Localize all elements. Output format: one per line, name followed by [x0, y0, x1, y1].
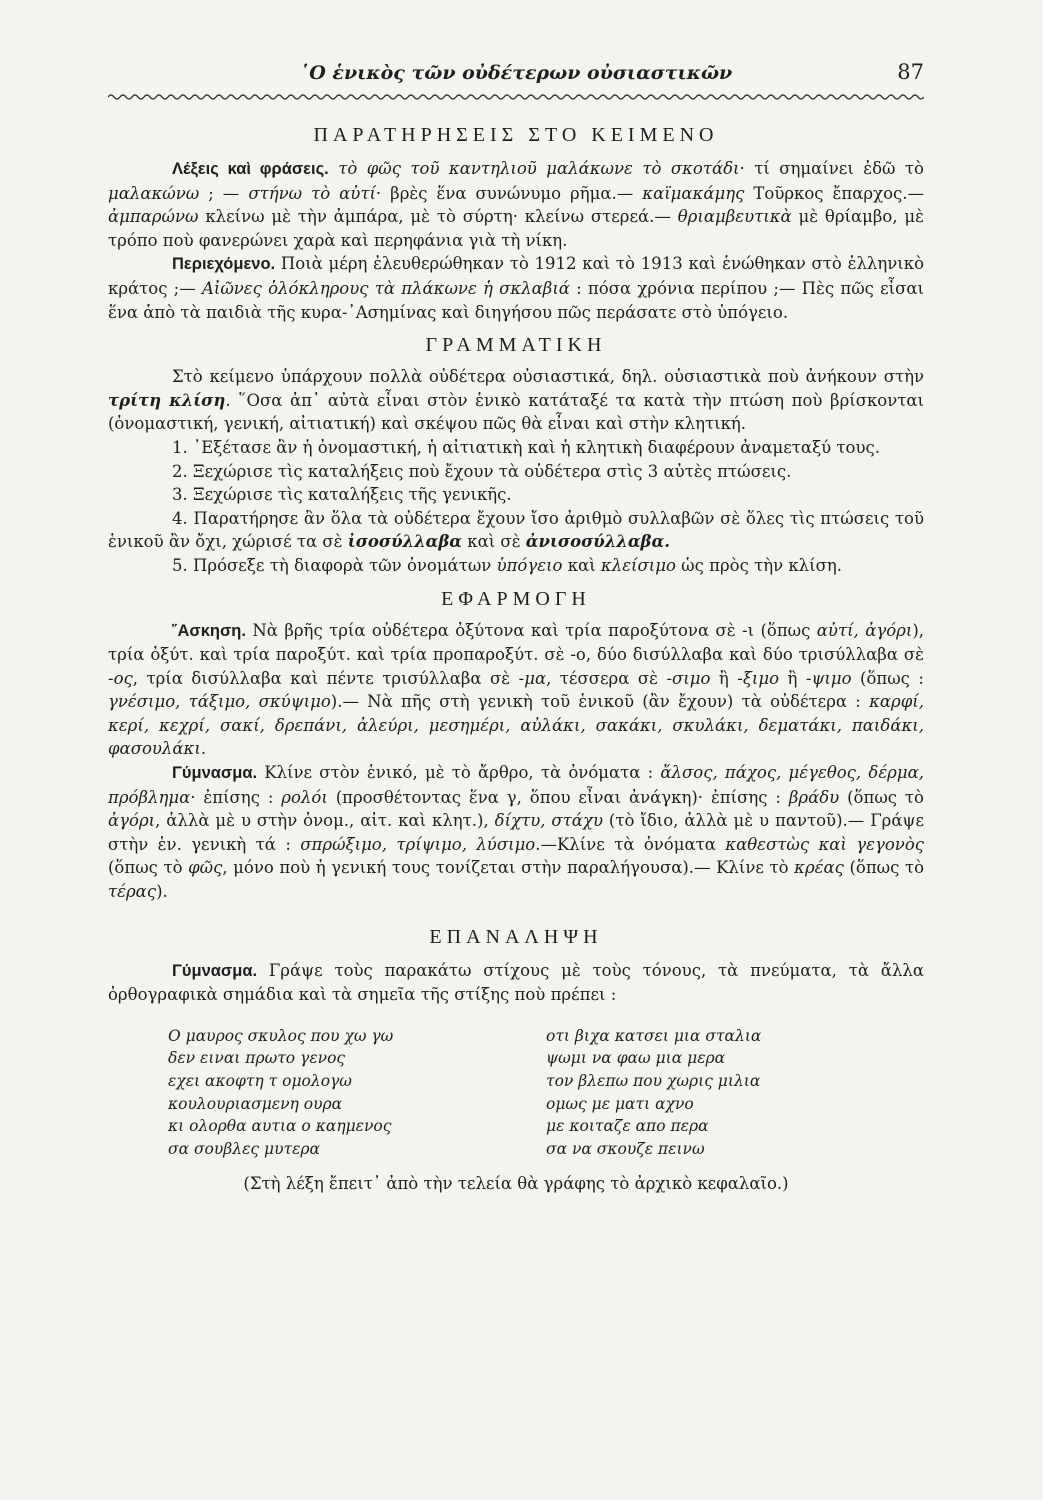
label-revision-drill: Γύμνασμα. [172, 961, 258, 980]
exercise-item [108, 460, 924, 484]
text-run: τρίτη κλίση [108, 390, 226, 410]
exercise-item [108, 554, 924, 578]
text-run: Αἰῶνες ὁλόκληρους τὰ πλάκωνε ἡ σκλαβιά [201, 278, 570, 298]
label-drill: Γύμνασμα. [172, 764, 258, 783]
text-run: θριαμβευτικὰ [677, 207, 792, 227]
text-run: : πόσα χρόνια περίπου ;— Πὲς πῶς εἶσαι ἕνα ἀπὸ τὰ παιδιὰ τῆς κυρα-᾿Ασημίνας καὶ διηγήσου πῶς περάσατε στὸ ὑπόγειο. [108, 278, 924, 322]
text-run: , μόνο ποὺ ἡ γενική τους τονίζεται στὴν παραλήγουσα).— Κλίνε τὸ [222, 858, 795, 878]
text-run: (ὅπως τὸ [843, 858, 925, 878]
paragraph-drill [108, 761, 924, 904]
poem-line: κουλουριασμενη ουρα [168, 1094, 343, 1113]
text-run: ὑπόγειο [496, 555, 563, 575]
exercise-body [108, 621, 924, 759]
label-content: Περιεχόμενο. [172, 255, 276, 274]
text-run: φῶς [188, 858, 223, 878]
revision-body: Γράψε τοὺς παρακάτω στίχους μὲ τοὺς τόνους, τὰ πνεύματα, τὰ ἄλλα ὀρθογραφικὰ σημάδια καὶ τὰ σημεῖα τῆς στίξης ποὺ πρέπει : [108, 960, 924, 1005]
text-run: καὶ [562, 555, 601, 575]
heading-revision: ΕΠΑΝΑΛΗΨΗ [429, 925, 603, 948]
text-run: (ὅπως : [851, 668, 924, 688]
poem-line: κι ολορθα αυτια ο καημενος [168, 1117, 392, 1136]
text-run: 2. Ξεχώρισε τὶς καταλήξεις ποὺ ἔχουν τὰ οὐδέτερα στὶς 3 αὐτὲς πτώσεις. [172, 461, 792, 481]
chapter-title: ῾Ο ἑνικὸς τῶν οὐδέτερων οὐσιαστικῶν [299, 62, 733, 84]
text-run: (ὅπως τὸ [108, 858, 189, 878]
text-run: -μα [518, 668, 547, 688]
poem-line: τον βλεπω που χωρις μιλια [546, 1072, 761, 1090]
text-run: -ξιμο [737, 668, 780, 688]
paragraph-revision [108, 959, 924, 1007]
poem-line: εχει ακοφτη τ ομολογω [168, 1072, 352, 1090]
text-run: ὡς πρὸς τὴν κλίση. [675, 555, 842, 575]
exercise-item [108, 436, 924, 460]
text-run: καρφί, κερί, κεχρί, σακί, δρεπάνι, ἀλεύρι, μεσημέρι, αὐλάκι, σακάκι, σκυλάκι, δεματάκι, παιδάκι, φασουλάκι. [108, 692, 925, 759]
grammar-intro [108, 365, 924, 436]
text-run: ἢ [779, 668, 806, 688]
text-run: · ἐπίσης : [190, 787, 282, 807]
label-words: Λέξεις καὶ φράσεις. [172, 160, 329, 178]
text-run: (τὸ ἴδιο, ἀλλὰ μὲ υ παντοῦ).— Γράψε στὴν ἑν. γενικὴ τά : [108, 811, 924, 854]
poem-line: δεν ειναι πρωτο γενος [168, 1049, 346, 1068]
running-head [108, 60, 924, 90]
poem-column-left [168, 1025, 546, 1161]
heading-application: ΕΦΑΡΜΟΓΗ [441, 587, 591, 610]
text-run: ἰσοσύλλαβα [347, 532, 463, 552]
paragraph-words [108, 157, 924, 252]
text-run: γνέσιμο, τάξιμο, σκύψιμο [108, 692, 331, 712]
label-exercise: ῎Ασκηση. [172, 621, 246, 640]
heading-grammar: ΓΡΑΜΜΑΤΙΚΗ [425, 334, 607, 357]
text-run: τὸ φῶς τοῦ καντηλιοῦ μαλάκωνε τὸ σκοτάδι [328, 159, 740, 178]
text-run: Στὸ κείμενο ὑπάρχουν πολλὰ οὐδέτερα οὐσιαστικά, δηλ. οὐσιαστικὰ ποὺ ἀνήκουν στὴν [172, 367, 924, 387]
poem-line: οτι βιχα κατσει μια σταλια [546, 1026, 762, 1045]
text-run: μαλακώνω [108, 183, 200, 203]
poem-column-right [546, 1025, 924, 1161]
poem-line: με κοιταζε απο περα [546, 1117, 709, 1136]
text-run: δίχτυ, στάχυ [494, 811, 603, 831]
text-run: κρέας [794, 858, 844, 878]
text-run: Νὰ βρῆς τρία οὐδέτερα ὀξύτονα καὶ τρία παροξύτονα σὲ -ι (ὅπως [245, 620, 817, 640]
poem-line: ομως με ματι αχνο [546, 1094, 694, 1113]
text-run: , τρία δισύλλαβα καὶ πέντε τρισύλλαβα σὲ [132, 668, 519, 688]
text-run: βράδυ [788, 787, 840, 807]
text-run: , τέσσερα σὲ [546, 668, 667, 688]
capitalization-note: (Στὴ λέξη ἔπειτ᾿ ἀπὸ τὴν τελεία θὰ γράφης τὸ ἀρχικὸ κεφαλαῖο.) [243, 1174, 789, 1194]
text-run: ρολόι [281, 787, 328, 807]
text-run: 1. ᾿Εξέτασε ἂν ἡ ὀνομαστική, ἡ αἰτιατικὴ καὶ ἡ κλητικὴ διαφέρουν ἀναμεταξύ τους. [172, 437, 881, 457]
text-run: καθεστὼς καὶ γεγονὸς [725, 834, 924, 854]
text-run: -ψιμο [805, 668, 852, 688]
exercise-item [108, 507, 924, 554]
poem-line: ψωμι να φαω μια μερα [546, 1049, 726, 1068]
text-run: . ῞Οσα ἀπ᾿ αὐτὰ εἶναι στὸν ἑνικὸ κατάταξέ τα κατὰ τὴν πτώση ποὺ βρίσκονται (ὀνομαστική, γενική, αἰτιατική) καὶ σκέψου πῶς θὰ εἶναι καὶ στὴν κλητική. [108, 390, 925, 434]
text-run: (ὅπως τὸ [839, 787, 924, 807]
text-run: αὐτί, ἀγόρι [816, 620, 913, 640]
text-run: ἀγόρι [108, 811, 156, 831]
book-page [108, 60, 924, 1193]
text-run: τέρας [108, 882, 157, 902]
paragraph-exercise [108, 619, 924, 762]
poem [168, 1025, 924, 1161]
text-run: ), τρία ὀξύτ. καὶ τρία παροξύτ. καὶ τρία προπαροξύτ. σὲ -ο, δύο δισύλλαβα καὶ δύο τρισύλλαβα σὲ [108, 620, 924, 665]
text-run: Ποιὰ μέρη ἐλευθερώθηκαν τὸ 1912 καὶ τὸ 1913 καὶ ἑνώθηκαν στὸ ἑλληνικὸ κράτος ;— [108, 254, 924, 298]
text-run: κλείσιμο [600, 555, 676, 575]
text-run: 4. Παρατήρησε ἂν ὅλα τὰ οὐδέτερα ἔχουν ἴσο ἀριθμὸ συλλαβῶν σὲ ὅλες τὶς πτώσεις τοῦ ἑνικοῦ ἂν ὄχι, χώρισέ τα σὲ [108, 508, 924, 552]
text-run: ἢ [710, 668, 738, 688]
text-run: ἀνισοσύλλαβα. [525, 532, 670, 552]
poem-line: Ο μαυρος σκυλος που χω γω [168, 1026, 394, 1045]
text-run: ). [156, 882, 168, 902]
text-run: 3. Ξεχώρισε τὶς καταλήξεις τῆς γενικῆς. [172, 485, 512, 505]
page-number: 87 [897, 60, 924, 84]
text-run: -ος [108, 668, 133, 688]
text-run: ἀμπαρώνω [108, 207, 199, 227]
text-run: , ἀλλὰ μὲ υ στὴν ὀνομ., αἰτ. καὶ κλητ.), [155, 811, 495, 831]
text-run: ; — [199, 183, 249, 203]
text-run: Τοῦρκος ἔπαρχος.— [744, 183, 924, 203]
grammar-exercises [108, 436, 924, 578]
exercise-item [108, 483, 924, 507]
text-run: (προσθέτοντας ἕνα γ, ὅπου εἶναι ἀνάγκη)· ἐπίσης : [327, 787, 789, 807]
text-run: Κλίνε στὸν ἑνικό, μὲ τὸ ἄρθρο, τὰ ὀνόματα : [257, 763, 661, 783]
text-run: 5. Πρόσεξε τὴ διαφορὰ τῶν ὀνομάτων [172, 555, 497, 575]
paragraph-content [108, 252, 924, 324]
text-run: -σιμο [666, 668, 711, 688]
text-run: σπρώξιμο, τρίψιμο, λύσιμο [300, 834, 536, 854]
text-run: · τί σημαίνει ἐδῶ τὸ [739, 159, 924, 178]
poem-line: σα να σκουζε πεινω [546, 1139, 705, 1158]
text-run: καὶ σὲ [462, 532, 526, 552]
text-run: μὲ θρίαμβο, μὲ τρόπο ποὺ φανερώνει χαρὰ καὶ περηφάνια γιὰ τὴ νίκη. [108, 207, 924, 250]
heading-observations: ΠΑΡΑΤΗΡΗΣΕΙΣ ΣΤΟ ΚΕΙΜΕΝΟ [313, 124, 719, 146]
text-run: κλείνω μὲ τὴν ἀμπάρα, μὲ τὸ σύρτη· κλείνω στερεά.— [198, 207, 678, 227]
drill-body [108, 763, 924, 901]
wavy-rule [108, 92, 924, 102]
text-run: ἄλσος, πάχος, μέγεθος, δέρμα, πρόβλημα [108, 763, 924, 807]
text-run: καϊμακάμης [642, 183, 745, 203]
text-run: ).— Νὰ πῆς στὴ γενικὴ τοῦ ἑνικοῦ (ἂν ἔχουν) τὰ οὐδέτερα : [330, 692, 870, 712]
text-run: .—Κλίνε τὰ ὀνόματα [535, 834, 726, 854]
poem-line: σα σουβλες μυτερα [168, 1139, 320, 1158]
text-run: · βρὲς ἕνα συνώνυμο ρῆμα.— [375, 183, 643, 203]
text-run: στήνω τὸ αὐτί [248, 183, 376, 203]
